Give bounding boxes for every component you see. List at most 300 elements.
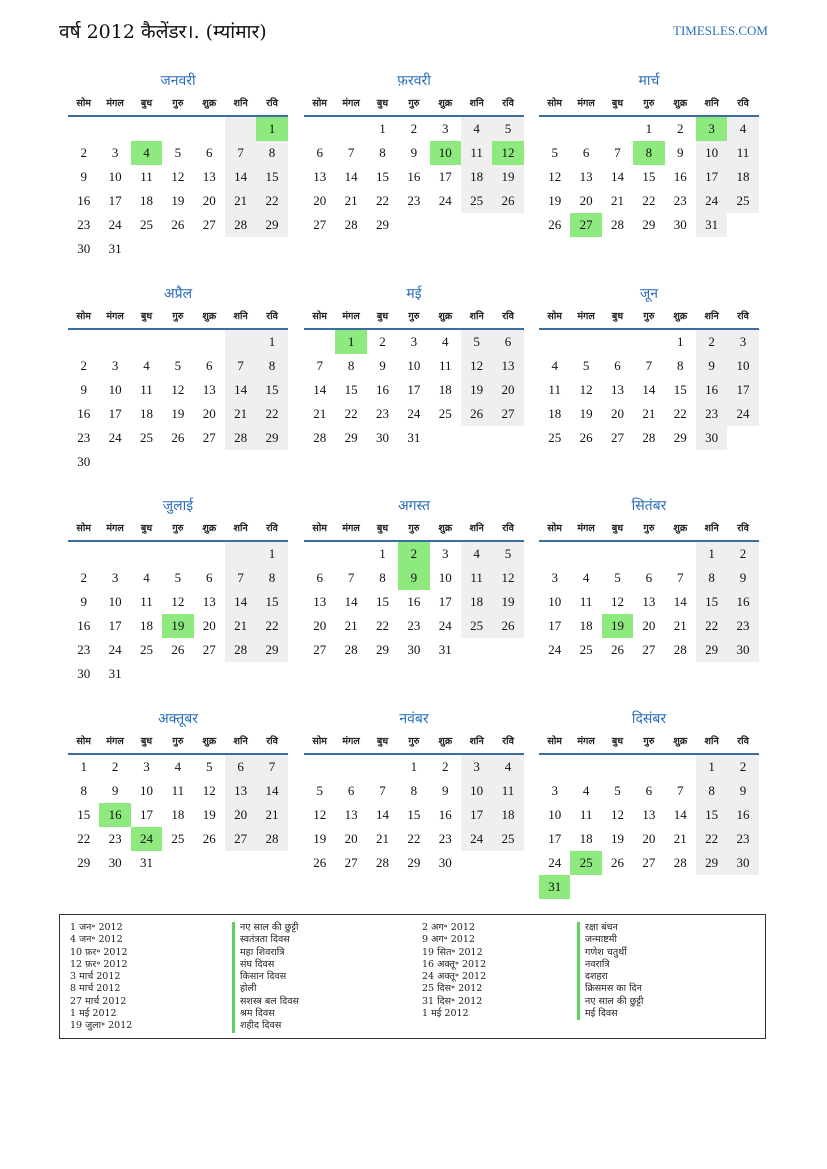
day-cell[interactable]: 3 [111,358,119,373]
day-cell[interactable]: 19 [492,165,523,189]
day-cell[interactable]: 18 [171,807,185,822]
day-cell[interactable]: 14 [344,594,358,609]
day-cell[interactable]: 30 [438,855,452,870]
day-cell[interactable]: 27 [202,642,216,657]
day-cell[interactable]: 16 [375,382,389,397]
day-cell[interactable]: 6 [614,358,621,373]
day-cell[interactable]: 25 [171,831,185,846]
day-cell[interactable]: 28 [610,217,624,232]
day-cell[interactable]: 13 [202,169,216,184]
day-cell[interactable]: 11 [579,594,593,609]
day-cell[interactable]: 1 [80,759,87,774]
day-cell[interactable]: 11 [492,779,523,803]
day-cell[interactable]: 9 [398,566,429,590]
day-cell[interactable]: 13 [344,807,358,822]
day-cell[interactable]: 9 [80,382,87,397]
day-cell[interactable]: 18 [139,406,153,421]
day-cell[interactable]: 22 [77,831,91,846]
day-cell[interactable]: 31 [696,213,727,237]
day-cell[interactable]: 31 [139,855,153,870]
day-cell[interactable]: 25 [461,614,492,638]
day-cell[interactable]: 6 [316,570,323,585]
day-cell[interactable]: 24 [727,402,758,426]
day-cell[interactable]: 21 [642,406,656,421]
day-cell[interactable]: 6 [582,145,590,160]
day-cell[interactable]: 22 [642,193,656,208]
day-cell[interactable]: 5 [174,570,182,585]
day-cell[interactable]: 16 [438,807,452,822]
day-cell[interactable]: 22 [344,406,358,421]
day-cell[interactable]: 4 [461,542,492,566]
day-cell[interactable]: 9 [379,358,386,373]
day-cell[interactable]: 27 [313,642,327,657]
day-cell[interactable]: 17 [438,594,452,609]
day-cell[interactable]: 16 [696,378,727,402]
day-cell[interactable]: 28 [225,426,256,450]
day-cell[interactable]: 8 [696,779,727,803]
day-cell[interactable]: 1 [256,542,287,566]
day-cell[interactable]: 13 [202,382,216,397]
day-cell[interactable]: 23 [77,430,91,445]
day-cell[interactable]: 3 [551,783,558,798]
day-cell[interactable]: 23 [108,831,122,846]
day-cell[interactable]: 10 [407,358,421,373]
day-cell[interactable]: 2 [80,570,87,585]
day-cell[interactable]: 8 [677,358,684,373]
day-cell[interactable]: 19 [492,590,523,614]
day-cell[interactable]: 10 [430,141,461,165]
day-cell[interactable]: 18 [579,618,593,633]
day-cell[interactable]: 25 [727,189,758,213]
day-cell[interactable]: 17 [548,618,562,633]
day-cell[interactable]: 31 [539,875,570,899]
day-cell[interactable]: 15 [696,803,727,827]
day-cell[interactable]: 13 [202,594,216,609]
day-cell[interactable]: 12 [202,783,216,798]
day-cell[interactable]: 28 [313,430,327,445]
day-cell[interactable]: 19 [171,193,185,208]
day-cell[interactable]: 7 [645,358,653,373]
day-cell[interactable]: 7 [225,354,256,378]
day-cell[interactable]: 16 [77,193,91,208]
day-cell[interactable]: 29 [344,430,358,445]
day-cell[interactable]: 6 [225,755,256,779]
day-cell[interactable]: 27 [202,217,216,232]
day-cell[interactable]: 17 [139,807,153,822]
day-cell[interactable]: 14 [225,165,256,189]
day-cell[interactable]: 15 [256,165,287,189]
day-cell[interactable]: 28 [344,217,358,232]
day-cell[interactable]: 24 [108,430,122,445]
day-cell[interactable]: 24 [108,642,122,657]
day-cell[interactable]: 3 [551,570,558,585]
day-cell[interactable]: 2 [111,759,119,774]
day-cell[interactable]: 3 [461,755,492,779]
day-cell[interactable]: 25 [139,430,153,445]
day-cell[interactable]: 15 [375,594,389,609]
day-cell[interactable]: 13 [642,594,656,609]
day-cell[interactable]: 15 [375,169,389,184]
day-cell[interactable]: 12 [610,594,624,609]
day-cell[interactable]: 4 [551,358,558,373]
day-cell[interactable]: 6 [645,783,653,798]
day-cell[interactable]: 10 [108,169,122,184]
day-cell[interactable]: 4 [442,334,449,349]
day-cell[interactable]: 28 [375,855,389,870]
day-cell[interactable]: 7 [677,570,684,585]
day-cell[interactable]: 8 [347,358,355,373]
day-cell[interactable]: 8 [633,141,664,165]
day-cell[interactable]: 12 [548,169,562,184]
day-cell[interactable]: 19 [162,614,193,638]
day-cell[interactable]: 1 [696,755,727,779]
day-cell[interactable]: 7 [379,783,386,798]
day-cell[interactable]: 27 [492,402,523,426]
day-cell[interactable]: 12 [313,807,327,822]
day-cell[interactable]: 7 [316,358,323,373]
day-cell[interactable]: 7 [347,145,355,160]
day-cell[interactable]: 25 [548,430,562,445]
day-cell[interactable]: 28 [225,638,256,662]
day-cell[interactable]: 24 [696,189,727,213]
day-cell[interactable]: 10 [548,594,562,609]
day-cell[interactable]: 27 [202,430,216,445]
day-cell[interactable]: 3 [410,334,418,349]
day-cell[interactable]: 21 [610,193,624,208]
day-cell[interactable]: 15 [77,807,91,822]
day-cell[interactable]: 27 [344,855,358,870]
day-cell[interactable]: 5 [206,759,213,774]
day-cell[interactable]: 17 [108,193,122,208]
day-cell[interactable]: 1 [256,330,287,354]
day-cell[interactable]: 1 [379,546,386,561]
day-cell[interactable]: 18 [548,406,562,421]
day-cell[interactable]: 17 [108,618,122,633]
day-cell[interactable]: 13 [313,169,327,184]
day-cell[interactable]: 29 [375,642,389,657]
day-cell[interactable]: 21 [256,803,287,827]
day-cell[interactable]: 4 [143,570,150,585]
site-link[interactable]: TIMESLES.COM [673,23,768,38]
day-cell[interactable]: 1 [379,121,386,136]
day-cell[interactable]: 5 [174,145,182,160]
day-cell[interactable]: 13 [579,169,593,184]
day-cell[interactable]: 17 [696,165,727,189]
day-cell[interactable]: 5 [461,330,492,354]
day-cell[interactable]: 29 [673,430,687,445]
day-cell[interactable]: 30 [77,454,91,469]
day-cell[interactable]: 8 [256,141,287,165]
day-cell[interactable]: 26 [492,614,523,638]
day-cell[interactable]: 29 [256,426,287,450]
day-cell[interactable]: 19 [313,831,327,846]
day-cell[interactable]: 3 [696,117,727,141]
day-cell[interactable]: 29 [77,855,91,870]
day-cell[interactable]: 23 [375,406,389,421]
day-cell[interactable]: 15 [696,590,727,614]
day-cell[interactable]: 16 [77,406,91,421]
day-cell[interactable]: 23 [727,827,758,851]
day-cell[interactable]: 14 [673,594,687,609]
day-cell[interactable]: 1 [696,542,727,566]
day-cell[interactable]: 27 [225,827,256,851]
day-cell[interactable]: 16 [673,169,687,184]
day-cell[interactable]: 31 [438,642,452,657]
day-cell[interactable]: 6 [206,145,213,160]
day-cell[interactable]: 21 [225,614,256,638]
day-cell[interactable]: 25 [492,827,523,851]
day-cell[interactable]: 10 [548,807,562,822]
day-cell[interactable]: 30 [77,666,91,681]
day-cell[interactable]: 8 [696,566,727,590]
day-cell[interactable]: 30 [727,638,758,662]
day-cell[interactable]: 12 [171,382,185,397]
day-cell[interactable]: 22 [407,831,421,846]
day-cell[interactable]: 13 [610,382,624,397]
day-cell[interactable]: 24 [438,193,452,208]
day-cell[interactable]: 3 [143,759,150,774]
day-cell[interactable]: 10 [696,141,727,165]
day-cell[interactable]: 8 [379,570,386,585]
day-cell[interactable]: 17 [727,378,758,402]
day-cell[interactable]: 9 [696,354,727,378]
day-cell[interactable]: 20 [492,378,523,402]
day-cell[interactable]: 15 [256,590,287,614]
day-cell[interactable]: 6 [206,570,213,585]
day-cell[interactable]: 28 [344,642,358,657]
day-cell[interactable]: 25 [570,851,601,875]
day-cell[interactable]: 23 [696,402,727,426]
day-cell[interactable]: 1 [335,330,366,354]
day-cell[interactable]: 20 [202,618,216,633]
day-cell[interactable]: 18 [139,618,153,633]
day-cell[interactable]: 20 [313,618,327,633]
day-cell[interactable]: 27 [313,217,327,232]
day-cell[interactable]: 7 [347,570,355,585]
day-cell[interactable]: 28 [673,855,687,870]
day-cell[interactable]: 7 [225,566,256,590]
day-cell[interactable]: 23 [407,618,421,633]
day-cell[interactable]: 29 [256,638,287,662]
day-cell[interactable]: 8 [256,566,287,590]
day-cell[interactable]: 16 [99,803,130,827]
day-cell[interactable]: 17 [461,803,492,827]
day-cell[interactable]: 20 [202,406,216,421]
day-cell[interactable]: 24 [461,827,492,851]
day-cell[interactable]: 10 [108,594,122,609]
day-cell[interactable]: 17 [407,382,421,397]
day-cell[interactable]: 19 [461,378,492,402]
day-cell[interactable]: 12 [171,169,185,184]
day-cell[interactable]: 2 [80,358,87,373]
day-cell[interactable]: 6 [347,783,355,798]
day-cell[interactable]: 26 [171,642,185,657]
day-cell[interactable]: 11 [461,141,492,165]
day-cell[interactable]: 14 [375,807,389,822]
day-cell[interactable]: 2 [80,145,87,160]
day-cell[interactable]: 31 [108,666,122,681]
day-cell[interactable]: 6 [492,330,523,354]
day-cell[interactable]: 21 [375,831,389,846]
day-cell[interactable]: 26 [202,831,216,846]
day-cell[interactable]: 22 [256,189,287,213]
day-cell[interactable]: 6 [206,358,213,373]
day-cell[interactable]: 20 [344,831,358,846]
day-cell[interactable]: 28 [225,213,256,237]
day-cell[interactable]: 14 [610,169,624,184]
day-cell[interactable]: 31 [407,430,421,445]
day-cell[interactable]: 8 [256,354,287,378]
day-cell[interactable]: 10 [461,779,492,803]
day-cell[interactable]: 13 [492,354,523,378]
day-cell[interactable]: 12 [461,354,492,378]
day-cell[interactable]: 11 [461,566,492,590]
day-cell[interactable]: 5 [316,783,323,798]
day-cell[interactable]: 10 [438,570,452,585]
day-cell[interactable]: 15 [344,382,358,397]
day-cell[interactable]: 16 [77,618,91,633]
day-cell[interactable]: 24 [108,217,122,232]
day-cell[interactable]: 20 [313,193,327,208]
day-cell[interactable]: 15 [407,807,421,822]
day-cell[interactable]: 8 [80,783,87,798]
day-cell[interactable]: 24 [548,855,562,870]
day-cell[interactable]: 14 [344,169,358,184]
day-cell[interactable]: 3 [442,546,449,561]
day-cell[interactable]: 23 [673,193,687,208]
day-cell[interactable]: 1 [677,334,684,349]
day-cell[interactable]: 20 [579,193,593,208]
day-cell[interactable]: 31 [108,241,122,256]
day-cell[interactable]: 23 [407,193,421,208]
day-cell[interactable]: 28 [642,430,656,445]
day-cell[interactable]: 2 [677,121,684,136]
day-cell[interactable]: 26 [461,402,492,426]
day-cell[interactable]: 9 [410,145,418,160]
day-cell[interactable]: 11 [171,783,185,798]
day-cell[interactable]: 26 [492,189,523,213]
day-cell[interactable]: 5 [614,783,621,798]
day-cell[interactable]: 30 [108,855,122,870]
day-cell[interactable]: 25 [461,189,492,213]
day-cell[interactable]: 29 [642,217,656,232]
day-cell[interactable]: 21 [673,831,687,846]
day-cell[interactable]: 1 [645,121,653,136]
day-cell[interactable]: 28 [673,642,687,657]
day-cell[interactable]: 16 [727,590,758,614]
day-cell[interactable]: 2 [379,334,386,349]
day-cell[interactable]: 19 [602,614,633,638]
day-cell[interactable]: 18 [438,382,452,397]
day-cell[interactable]: 30 [727,851,758,875]
day-cell[interactable]: 3 [442,121,449,136]
day-cell[interactable]: 9 [111,783,119,798]
day-cell[interactable]: 25 [139,642,153,657]
day-cell[interactable]: 22 [256,402,287,426]
day-cell[interactable]: 21 [313,406,327,421]
day-cell[interactable]: 14 [225,590,256,614]
day-cell[interactable]: 11 [140,169,153,184]
day-cell[interactable]: 24 [548,642,562,657]
day-cell[interactable]: 10 [139,783,153,798]
day-cell[interactable]: 2 [442,759,449,774]
day-cell[interactable]: 23 [77,642,91,657]
day-cell[interactable]: 26 [579,430,593,445]
day-cell[interactable]: 26 [548,217,562,232]
day-cell[interactable]: 4 [727,117,758,141]
day-cell[interactable]: 30 [696,426,727,450]
day-cell[interactable]: 20 [610,406,624,421]
day-cell[interactable]: 9 [677,145,684,160]
day-cell[interactable]: 24 [131,827,162,851]
day-cell[interactable]: 3 [111,570,119,585]
day-cell[interactable]: 18 [492,803,523,827]
day-cell[interactable]: 25 [579,642,593,657]
day-cell[interactable]: 2 [410,121,418,136]
day-cell[interactable]: 16 [727,803,758,827]
day-cell[interactable]: 12 [492,141,523,165]
day-cell[interactable]: 7 [677,783,684,798]
day-cell[interactable]: 21 [225,189,256,213]
day-cell[interactable]: 2 [727,755,758,779]
day-cell[interactable]: 24 [438,618,452,633]
day-cell[interactable]: 18 [727,165,758,189]
day-cell[interactable]: 1 [256,117,287,141]
day-cell[interactable]: 22 [696,827,727,851]
day-cell[interactable]: 25 [139,217,153,232]
day-cell[interactable]: 29 [256,213,287,237]
day-cell[interactable]: 23 [77,217,91,232]
day-cell[interactable]: 7 [256,755,287,779]
day-cell[interactable]: 22 [375,618,389,633]
day-cell[interactable]: 29 [375,217,389,232]
day-cell[interactable]: 21 [673,618,687,633]
day-cell[interactable]: 21 [344,193,358,208]
day-cell[interactable]: 20 [225,803,256,827]
day-cell[interactable]: 11 [579,807,593,822]
day-cell[interactable]: 2 [398,542,429,566]
day-cell[interactable]: 5 [582,358,590,373]
day-cell[interactable]: 2 [727,542,758,566]
day-cell[interactable]: 27 [642,855,656,870]
day-cell[interactable]: 7 [614,145,621,160]
day-cell[interactable]: 17 [108,406,122,421]
day-cell[interactable]: 29 [696,638,727,662]
day-cell[interactable]: 17 [548,831,562,846]
day-cell[interactable]: 27 [570,213,601,237]
day-cell[interactable]: 26 [171,430,185,445]
day-cell[interactable]: 15 [673,382,687,397]
day-cell[interactable]: 27 [642,642,656,657]
day-cell[interactable]: 29 [407,855,421,870]
day-cell[interactable]: 6 [316,145,323,160]
day-cell[interactable]: 11 [438,358,452,373]
day-cell[interactable]: 1 [410,759,418,774]
day-cell[interactable]: 23 [438,831,452,846]
day-cell[interactable]: 16 [407,594,421,609]
day-cell[interactable]: 9 [727,779,758,803]
day-cell[interactable]: 4 [582,783,590,798]
day-cell[interactable]: 5 [551,145,558,160]
day-cell[interactable]: 18 [461,165,492,189]
day-cell[interactable]: 21 [225,402,256,426]
day-cell[interactable]: 26 [171,217,185,232]
day-cell[interactable]: 19 [171,406,185,421]
day-cell[interactable]: 23 [727,614,758,638]
day-cell[interactable]: 12 [492,566,523,590]
day-cell[interactable]: 17 [438,169,452,184]
day-cell[interactable]: 18 [139,193,153,208]
